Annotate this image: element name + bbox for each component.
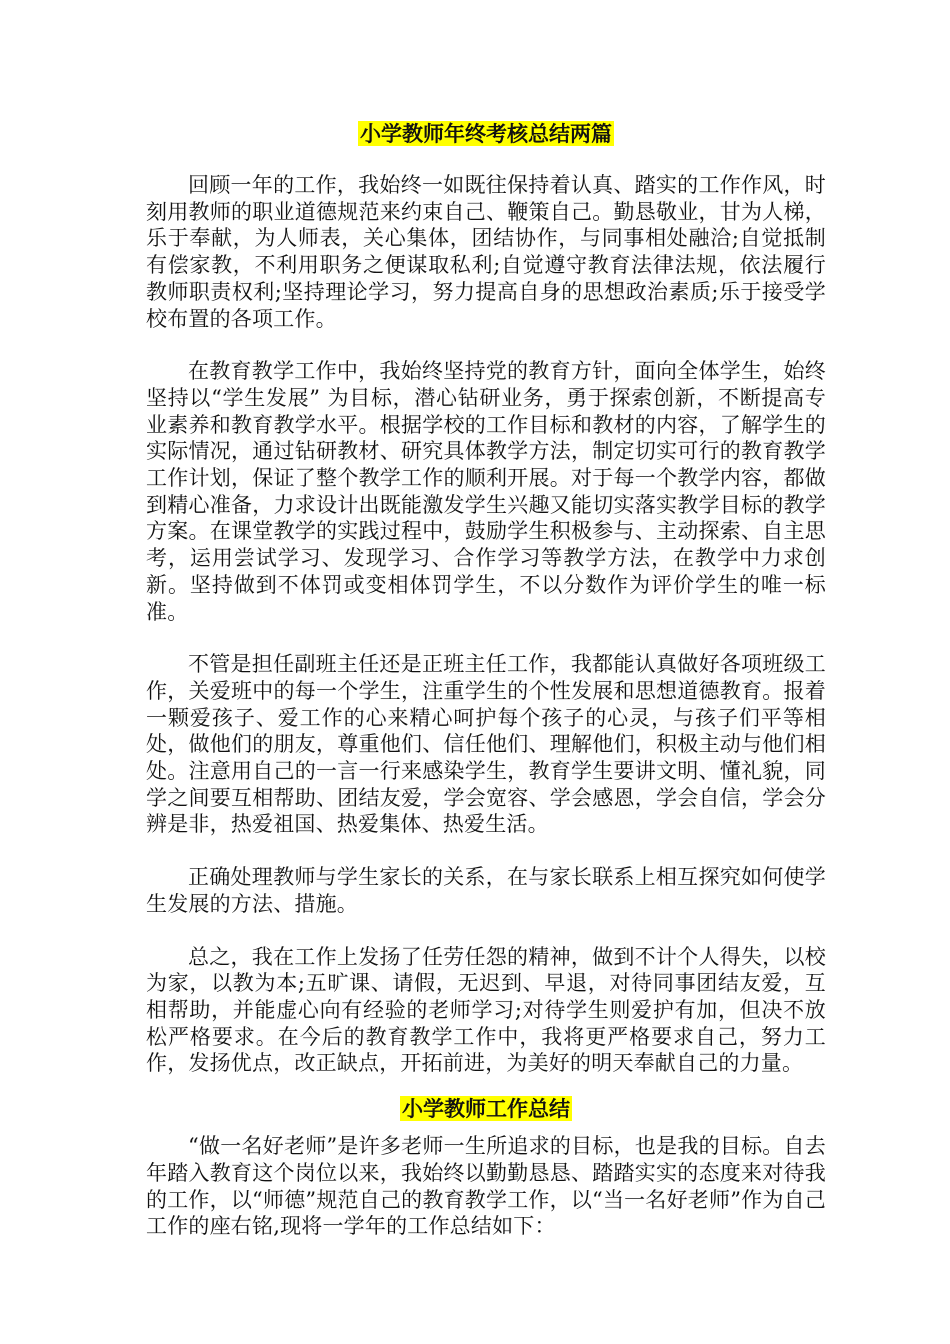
paragraph-parents: 正确处理教师与学生家长的关系，在与家长联系上相互探究如何使学生发展的方法、措施。 [146, 865, 826, 916]
paragraph-review: 回顾一年的工作，我始终一如既往保持着认真、踏实的工作作风，时刻用教师的职业道德规范来约束自己、鞭策自己。勤恳敬业，甘为人梯，乐于奉献，为人师表，关心集体，团结协作，与同事相处融洽;自觉抵制有偿家教，不利用职务之便谋取私利;自觉遵守教育法律法规，依法履行教师职责权利;坚持理论学习，努力提高自身的思想政治素质;乐于接受学校布置的各项工作。 [146, 173, 826, 331]
paragraph-class-management: 不管是担任副班主任还是正班主任工作，我都能认真做好各项班级工作，关爱班中的每一个学生，注重学生的个性发展和思想道德教育。报着一颗爱孩子、爱工作的心来精心呵护每个孩子的心灵，与孩子们平等相处，做他们的朋友，尊重他们、信任他们、理解他们，积极主动与他们相处。注意用自己的一言一行来感染学生，教育学生要讲文明、懂礼貌，同学之间要互相帮助、团结友爱，学会宽容、学会感恩，学会自信，学会分辨是非，热爱祖国、热爱集体、热爱生活。 [146, 652, 826, 837]
document-page [146, 118, 826, 1240]
document-title [146, 118, 826, 150]
section-title [146, 1093, 826, 1125]
paragraph-intro: “做一名好老师”是许多老师一生所追求的目标，也是我的目标。自去年踏入教育这个岗位以来，我始终以勤勤恳恳、踏踏实实的态度来对待我的工作，以“师德”规范自己的教育教学工作，以“当一名好老师”作为自己工作的座右铭,现将一学年的工作总结如下： [146, 1134, 826, 1239]
paragraph-teaching: 在教育教学工作中，我始终坚持党的教育方针，面向全体学生，始终坚持以“学生发展” 为目标，潜心钻研业务，勇于探索创新，不断提高专业素养和教育教学水平。根据学校的工作目标和教材的内容，了解学生的实际情况，通过钻研教材、研究具体教学方法，制定切实可行的教育教学工作计划，保证了整个教学工作的顺利开展。对于每一个教学内容，都做到精心准备，力求设计出既能激发学生兴趣又能切实落实教学目标的教学方案。在课堂教学的实践过程中，鼓励学生积极参与、主动探索、自主思考，运用尝试学习、发现学习、合作学习等教学方法，在教学中力求创新。坚持做到不体罚或变相体罚学生，不以分数作为评价学生的唯一标准。 [146, 359, 826, 624]
section-title-highlight: 小学教师工作总结 [402, 1096, 570, 1122]
title-highlight: 小学教师年终考核总结两篇 [360, 121, 612, 146]
paragraph-conclusion: 总之，我在工作上发扬了任劳任怨的精神，做到不计个人得失，以校为家，以教为本;五旷课、请假，无迟到、早退，对待同事团结友爱，互相帮助，并能虚心向有经验的老师学习;对待学生则爱护有加，但决不放松严格要求。在今后的教育教学工作中，我将更严格要求自己，努力工作，发扬优点，改正缺点，开拓前进，为美好的明天奉献自己的力量。 [146, 944, 826, 1076]
